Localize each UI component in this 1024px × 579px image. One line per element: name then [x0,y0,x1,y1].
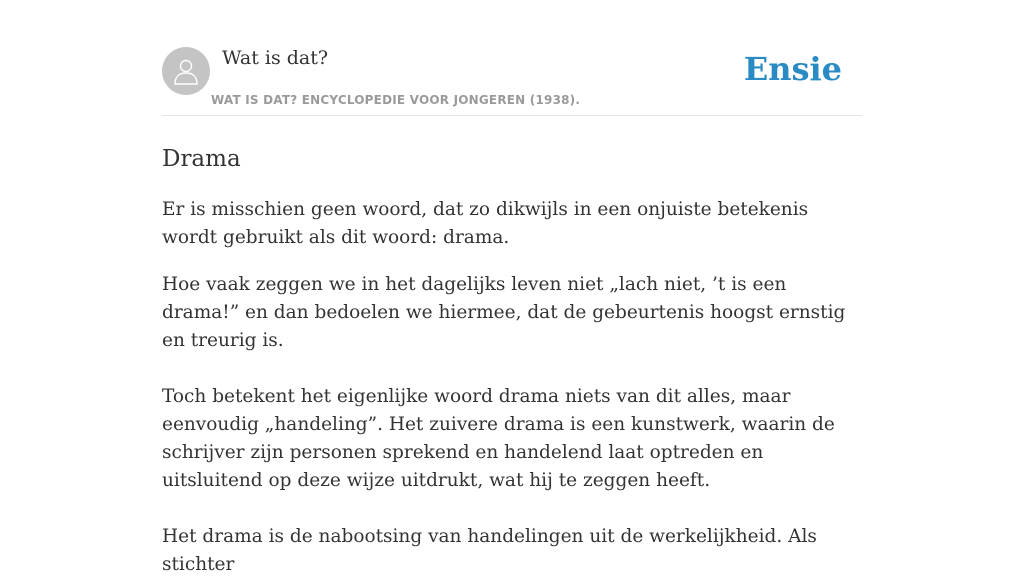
article-paragraph: Toch betekent het eigenlijke woord drama niets van dit alles, maar eenvoudig „handeling”. Het zuivere drama is een kunstwerk, waarin de schrijver zijn personen sprekend en handelend laat optreden en uitsluitend op deze wijze uitdrukt, wat hij te zeggen heeft. [162,386,835,491]
ensie-logo[interactable]: Ensie [743,50,842,88]
article-header [162,0,862,116]
article-paragraph: Het drama is de nabootsing van handelingen uit de werkelijkheid. Als stichter [162,526,817,575]
article-paragraph: Er is misschien geen woord, dat zo dikwijls in een onjuiste betekenis wordt gebruikt als dit woord: drama. [162,199,809,248]
article-container [162,0,862,579]
article-title: Drama [162,146,241,172]
avatar[interactable] [162,47,210,95]
user-icon [171,56,201,86]
author-name[interactable]: Wat is dat? [222,47,329,69]
article-paragraph: Hoe vaak zeggen we in het dagelijks leven niet „lach niet, ’t is een drama!” en dan bedoelen we hiermee, dat de gebeurtenis hoogst ernstig en treurig is. [162,274,846,351]
source-label: WAT IS DAT? ENCYCLOPEDIE VOOR JONGEREN (1938). [211,93,581,107]
